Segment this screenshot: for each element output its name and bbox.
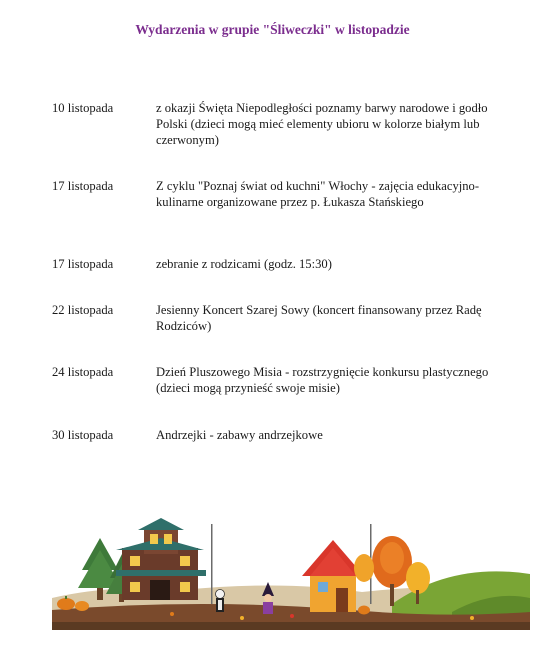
pumpkin-icon [358, 606, 370, 615]
haunted-house-icon [116, 518, 206, 600]
pole [211, 524, 213, 604]
event-date: 17 listopada [52, 179, 114, 193]
leaf [470, 616, 474, 620]
cottage-icon [302, 540, 364, 612]
event-date: 30 listopada [52, 428, 114, 442]
page-title: Wydarzenia w grupie "Śliweczki" w listopadzie [135, 22, 410, 37]
event-date: 17 listopada [52, 257, 114, 271]
leaf [170, 612, 174, 616]
event-description: Andrzejki - zabawy andrzejkowe [156, 428, 323, 442]
autumn-tree-icon [354, 554, 374, 582]
event-date: 10 listopada [52, 101, 114, 115]
event-description: Z cyklu "Poznaj świat od kuchni" Włochy - zajęcia edukacyjno-kulinarne organizowane przez p. Łukasza Stańskiego [156, 179, 480, 210]
event-date: 24 listopada [52, 365, 114, 379]
autumn-village-illustration [52, 518, 530, 630]
event-description: z okazji Święta Niepodległości poznamy barwy narodowe i godło Polski (dzieci mogą mieć elementy ubioru w kolorze białym lub czerwonym) [156, 101, 488, 148]
event-date: 22 listopada [52, 303, 114, 317]
leaf [240, 616, 244, 620]
event-description: zebranie z rodzicami (godz. 15:30) [156, 257, 332, 271]
leaf [290, 614, 294, 618]
event-description: Jesienny Koncert Szarej Sowy (koncert finansowany przez Radę Rodziców) [156, 303, 482, 334]
child-skeleton-costume-icon [216, 590, 225, 613]
ground-base [52, 622, 530, 630]
event-description: Dzień Pluszowego Misia - rozstrzygnięcie konkursu plastycznego (dzieci mogą przynieść swoje misie) [156, 365, 489, 396]
